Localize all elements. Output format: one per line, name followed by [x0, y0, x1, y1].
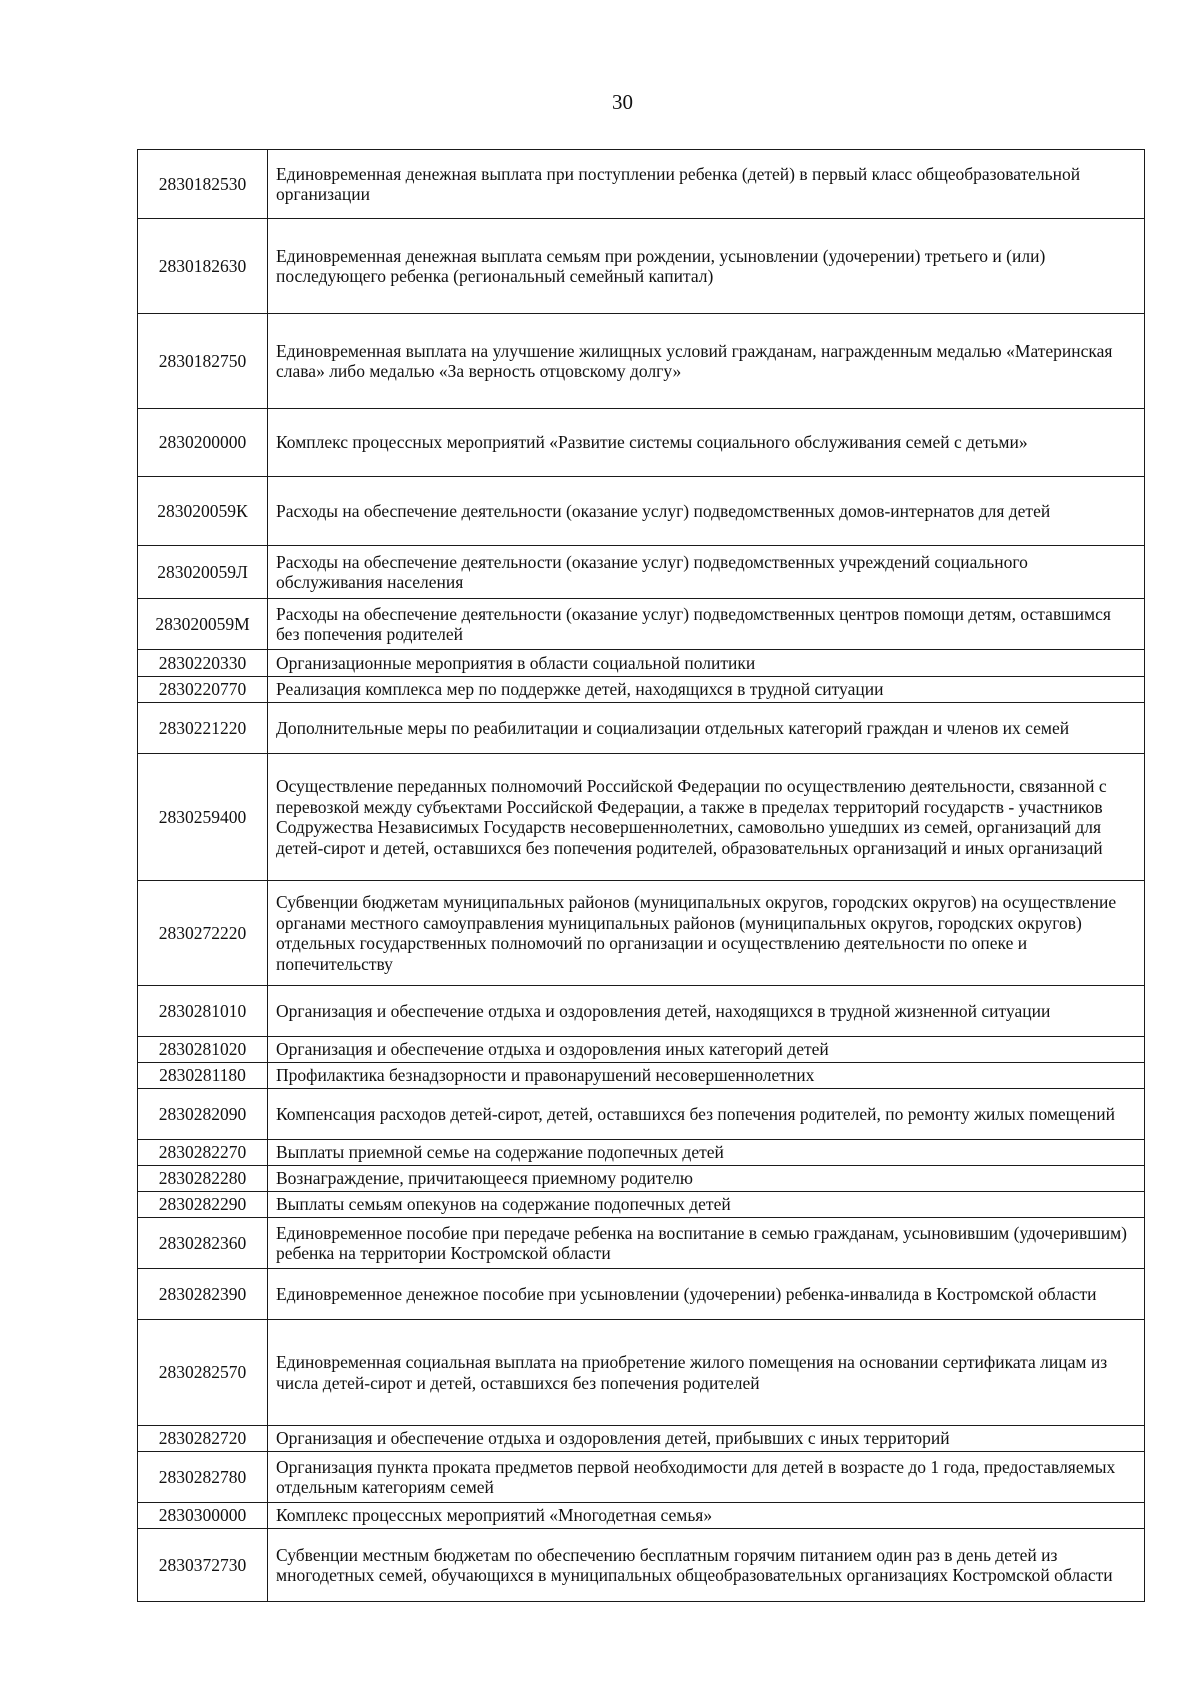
- expense-description-cell: Осуществление переданных полномочий Российской Федерации по осуществлению деятельности, связанной с перевозкой между субъектами Российской Федерации, а также в пределах территорий государств - участников Содружества Независимых Государств несовершеннолетних, самовольно ушедших из семей, организаций для детей-сирот и детей, оставшихся без попечения родителей, образовательных организаций и иных организаций: [268, 754, 1145, 881]
- budget-code-cell: 283020059К: [138, 477, 268, 546]
- table-row: [138, 1218, 1145, 1269]
- table-row: [138, 314, 1145, 409]
- table-row: [138, 150, 1145, 219]
- expense-description-cell: Организация и обеспечение отдыха и оздоровления иных категорий детей: [268, 1037, 1145, 1063]
- table-row: [138, 1426, 1145, 1452]
- budget-code-cell: 2830182750: [138, 314, 268, 409]
- budget-code-cell: 2830282290: [138, 1192, 268, 1218]
- page-number: 30: [612, 90, 633, 114]
- budget-code-cell: 283020059М: [138, 599, 268, 650]
- budget-code-cell: 2830182530: [138, 150, 268, 219]
- table-row: [138, 219, 1145, 314]
- budget-code-cell: 2830282280: [138, 1166, 268, 1192]
- expense-description-cell: Расходы на обеспечение деятельности (оказание услуг) подведомственных учреждений социального обслуживания населения: [268, 546, 1145, 599]
- expense-description-cell: Субвенции бюджетам муниципальных районов (муниципальных округов, городских округов) на осуществление органами местного самоуправления муниципальных районов (муниципальных округов, городских округов) отдельных государственных полномочий по организации и осуществлению деятельности по опеке и попечительству: [268, 881, 1145, 986]
- expense-description-cell: Вознаграждение, причитающееся приемному родителю: [268, 1166, 1145, 1192]
- expense-description-cell: Комплекс процессных мероприятий «Развитие системы социального обслуживания семей с детьми»: [268, 409, 1145, 477]
- table-row: [138, 1503, 1145, 1529]
- table-row: [138, 546, 1145, 599]
- table-row: [138, 703, 1145, 754]
- budget-code-cell: 2830282270: [138, 1140, 268, 1166]
- table-row: [138, 1269, 1145, 1320]
- budget-code-cell: 2830300000: [138, 1503, 268, 1529]
- expense-description-cell: Субвенции местным бюджетам по обеспечению бесплатным горячим питанием один раз в день детей из многодетных семей, обучающихся в муниципальных общеобразовательных организациях Костромской области: [268, 1529, 1145, 1602]
- budget-code-cell: 2830282570: [138, 1320, 268, 1426]
- expense-description-cell: Выплаты семьям опекунов на содержание подопечных детей: [268, 1192, 1145, 1218]
- expense-description-cell: Выплаты приемной семье на содержание подопечных детей: [268, 1140, 1145, 1166]
- expense-description-cell: Организация пункта проката предметов первой необходимости для детей в возрасте до 1 года, предоставляемых отдельным категориям семей: [268, 1452, 1145, 1503]
- budget-code-cell: 2830282360: [138, 1218, 268, 1269]
- budget-classification-table: [137, 149, 1145, 1602]
- table-row: [138, 477, 1145, 546]
- table-row: [138, 1089, 1145, 1140]
- table-row: [138, 1192, 1145, 1218]
- budget-code-cell: 2830282780: [138, 1452, 268, 1503]
- expense-description-cell: Организационные мероприятия в области социальной политики: [268, 650, 1145, 677]
- budget-code-cell: 2830221220: [138, 703, 268, 754]
- table-row: [138, 599, 1145, 650]
- budget-code-cell: 2830259400: [138, 754, 268, 881]
- budget-code-cell: 2830372730: [138, 1529, 268, 1602]
- table-row: [138, 1166, 1145, 1192]
- expense-description-cell: Единовременная социальная выплата на приобретение жилого помещения на основании сертификата лицам из числа детей-сирот и детей, оставшихся без попечения родителей: [268, 1320, 1145, 1426]
- budget-code-cell: 2830272220: [138, 881, 268, 986]
- budget-code-cell: 2830282720: [138, 1426, 268, 1452]
- budget-code-cell: 283020059Л: [138, 546, 268, 599]
- table-row: [138, 677, 1145, 703]
- expense-description-cell: Единовременная денежная выплата семьям при рождении, усыновлении (удочерении) третьего и (или) последующего ребенка (региональный семейный капитал): [268, 219, 1145, 314]
- budget-code-cell: 2830282390: [138, 1269, 268, 1320]
- expense-description-cell: Расходы на обеспечение деятельности (оказание услуг) подведомственных центров помощи детям, оставшимся без попечения родителей: [268, 599, 1145, 650]
- table-row: [138, 409, 1145, 477]
- table-row: [138, 986, 1145, 1037]
- budget-code-cell: 2830281180: [138, 1063, 268, 1089]
- expense-description-cell: Дополнительные меры по реабилитации и социализации отдельных категорий граждан и членов их семей: [268, 703, 1145, 754]
- table-row: [138, 650, 1145, 677]
- table-row: [138, 1452, 1145, 1503]
- expense-description-cell: Компенсация расходов детей-сирот, детей, оставшихся без попечения родителей, по ремонту жилых помещений: [268, 1089, 1145, 1140]
- expense-description-cell: Единовременная выплата на улучшение жилищных условий гражданам, награжденным медалью «Материнская слава» либо медалью «За верность отцовскому долгу»: [268, 314, 1145, 409]
- expense-description-cell: Единовременная денежная выплата при поступлении ребенка (детей) в первый класс общеобразовательной организации: [268, 150, 1145, 219]
- table-body: [138, 150, 1145, 1602]
- expense-description-cell: Профилактика безнадзорности и правонарушений несовершеннолетних: [268, 1063, 1145, 1089]
- budget-code-cell: 2830220330: [138, 650, 268, 677]
- table-row: [138, 1063, 1145, 1089]
- budget-code-cell: 2830281010: [138, 986, 268, 1037]
- budget-code-cell: 2830220770: [138, 677, 268, 703]
- budget-code-cell: 2830281020: [138, 1037, 268, 1063]
- table-row: [138, 1140, 1145, 1166]
- expense-description-cell: Расходы на обеспечение деятельности (оказание услуг) подведомственных домов-интернатов для детей: [268, 477, 1145, 546]
- budget-code-cell: 2830182630: [138, 219, 268, 314]
- expense-description-cell: Единовременное денежное пособие при усыновлении (удочерении) ребенка-инвалида в Костромской области: [268, 1269, 1145, 1320]
- expense-description-cell: Единовременное пособие при передаче ребенка на воспитание в семью гражданам, усыновившим (удочерившим) ребенка на территории Костромской области: [268, 1218, 1145, 1269]
- budget-code-cell: 2830282090: [138, 1089, 268, 1140]
- table-row: [138, 1037, 1145, 1063]
- table-row: [138, 881, 1145, 986]
- expense-description-cell: Организация и обеспечение отдыха и оздоровления детей, находящихся в трудной жизненной ситуации: [268, 986, 1145, 1037]
- table-row: [138, 1320, 1145, 1426]
- expense-description-cell: Организация и обеспечение отдыха и оздоровления детей, прибывших с иных территорий: [268, 1426, 1145, 1452]
- expense-description-cell: Реализация комплекса мер по поддержке детей, находящихся в трудной ситуации: [268, 677, 1145, 703]
- table-row: [138, 1529, 1145, 1602]
- budget-code-cell: 2830200000: [138, 409, 268, 477]
- table-row: [138, 754, 1145, 881]
- expense-description-cell: Комплекс процессных мероприятий «Многодетная семья»: [268, 1503, 1145, 1529]
